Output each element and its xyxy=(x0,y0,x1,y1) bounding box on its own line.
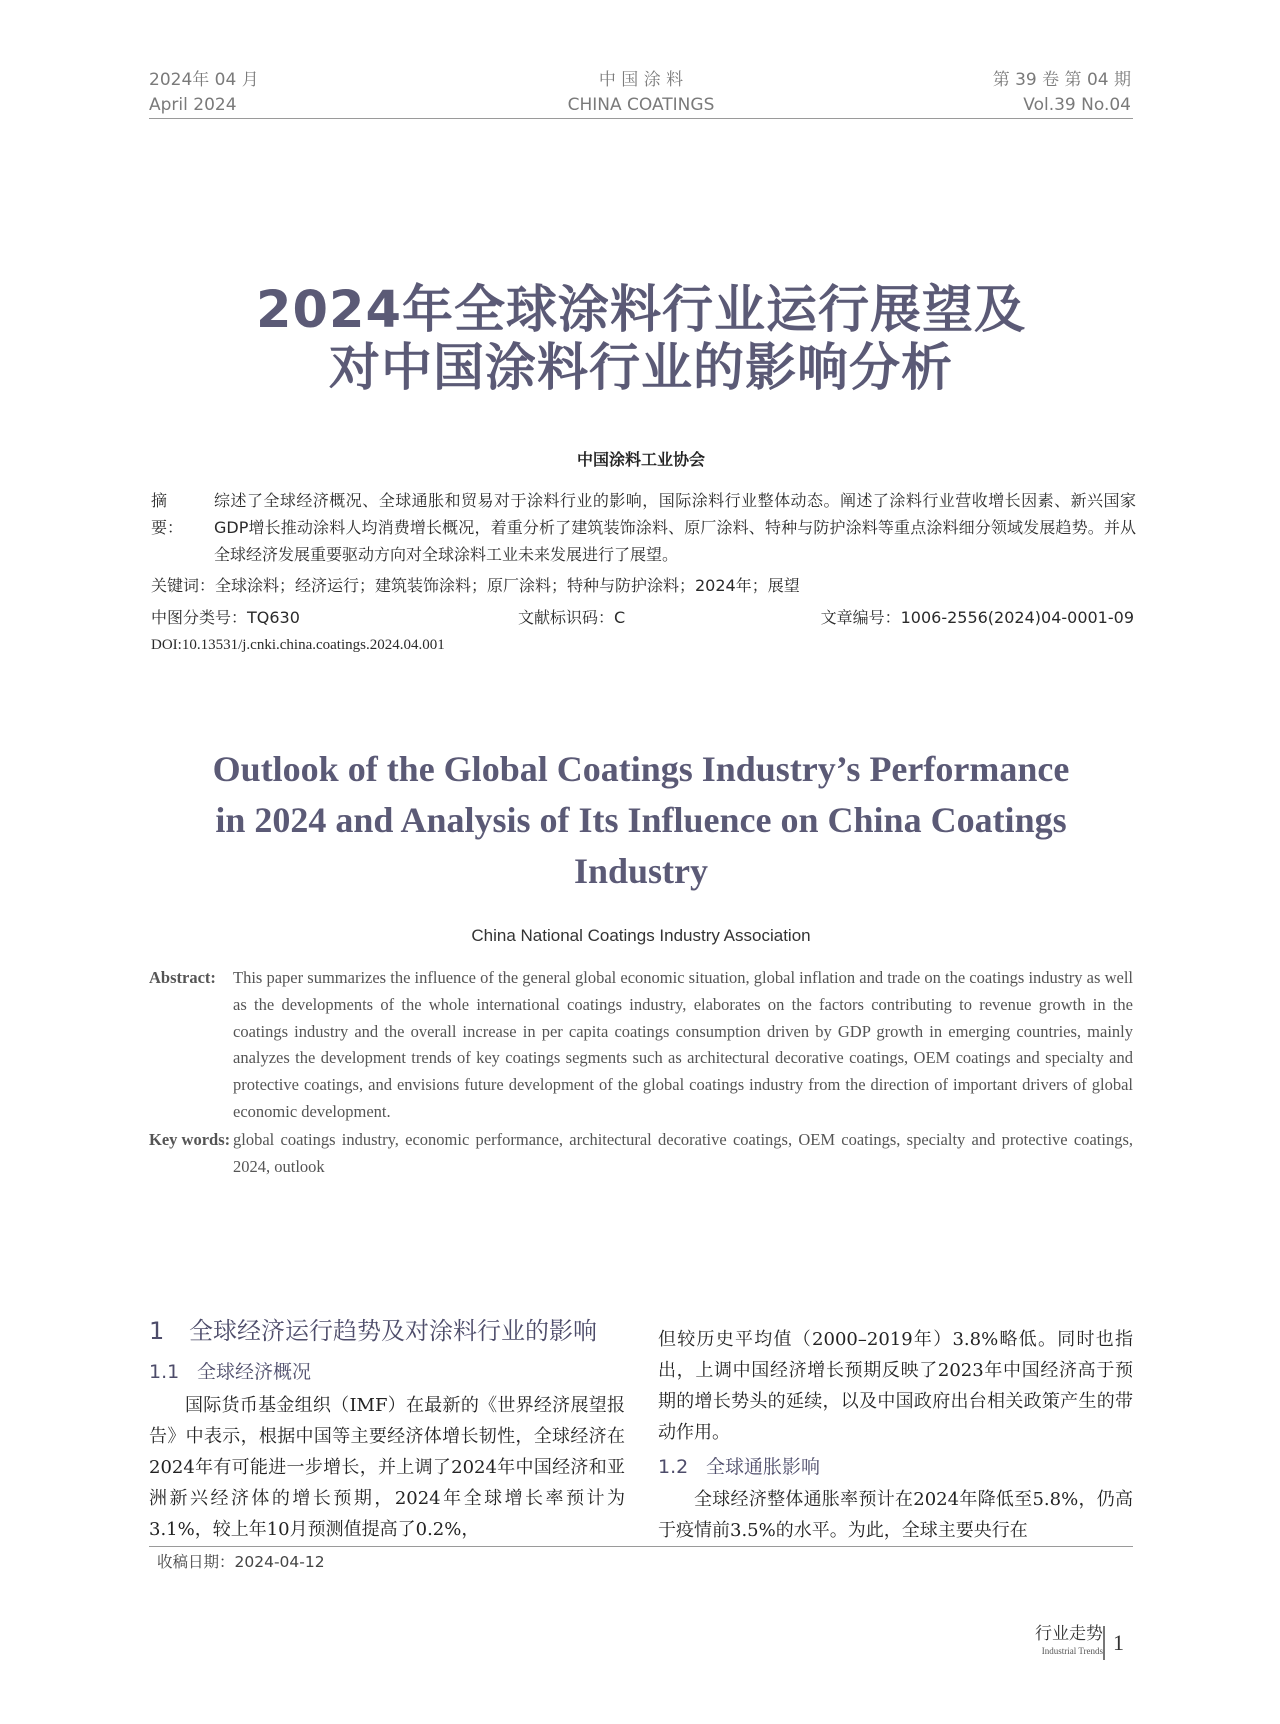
cn-author: 中国涂料工业协会 xyxy=(576,450,705,469)
en-title xyxy=(0,744,1280,897)
body-paragraph-1: 国际货币基金组织（IMF）在最新的《世界经济展望报告》中表示，根据中国等主要经济体增长韧性，全球经济在2024年有可能进一步增长，并上调了2024年中国经济和亚洲新兴经济体的增长预期，2024年全球增长率预计为3.1%，较上年10月预测值提高了0.2%， xyxy=(149,1395,625,1540)
en-keywords xyxy=(149,1127,1133,1181)
doi: DOI:10.13531/j.cnki.china.coatings.2024.04.001 xyxy=(151,637,445,653)
header-date-en: April 2024 xyxy=(149,95,237,115)
cn-title xyxy=(0,282,1280,398)
section-1-2-title: 全球通胀影响 xyxy=(706,1456,821,1478)
section-1-title: 全球经济运行趋势及对涂料行业的影响 xyxy=(189,1317,597,1345)
received-date: 收稿日期：2024-04-12 xyxy=(157,1553,325,1571)
body-left-column xyxy=(149,1390,625,1545)
en-keywords-label: Key words: xyxy=(149,1130,231,1149)
en-title-line2: in 2024 and Analysis of Its Influence on China Coatings xyxy=(215,800,1067,840)
header-divider xyxy=(149,118,1133,119)
cn-abstract-text: 综述了全球经济概况、全球通胀和贸易对于涂料行业的影响，国际涂料行业整体动态。阐述了涂料行业营收增长因素、新兴国家GDP增长推动涂料人均消费增长概况，着重分析了建筑装饰涂料、原厂涂料、特种与防护涂料等重点涂料细分领域发展趋势。并从全球经济发展重要驱动方向对全球涂料工业未来发展进行了展望。 xyxy=(214,491,1136,564)
header-volume-cn: 第 39 卷 第 04 期 xyxy=(992,70,1131,90)
cn-title-line2: 对中国涂料行业的影响分析 xyxy=(328,339,953,398)
section-1-heading xyxy=(149,1316,597,1346)
document-code: 文献标识码：C xyxy=(518,608,626,627)
cn-title-line1: 2024年全球涂料行业运行展望及 xyxy=(256,281,1026,340)
en-title-line3: Industry xyxy=(573,851,709,891)
header-date-cn: 2024年 04 月 xyxy=(149,70,259,90)
section-1-number: 1 xyxy=(149,1317,165,1345)
page-number: 1 xyxy=(1113,1630,1124,1655)
en-title-line1: Outlook of the Global Coatings Industry’s Performance xyxy=(212,749,1070,789)
section-1-1-title: 全球经济概况 xyxy=(197,1361,312,1383)
en-keywords-text: global coatings industry, economic performance, architectural decorative coatings, OEM coatings, specialty and protective coatings, 2024, outlook xyxy=(233,1130,1133,1176)
en-abstract xyxy=(149,965,1133,1126)
body-right-column-bottom xyxy=(658,1484,1133,1546)
body-right-column-top xyxy=(658,1324,1133,1448)
header-journal-en: CHINA COATINGS xyxy=(567,95,715,115)
column-label-cn: 行业走势 xyxy=(1035,1624,1103,1644)
section-1-1-heading xyxy=(149,1359,311,1385)
en-abstract-label: Abstract: xyxy=(149,968,216,987)
clc-number: 中图分类号：TQ630 xyxy=(151,608,300,627)
section-1-2-number: 1.2 xyxy=(658,1456,689,1478)
cn-keywords: 关键词：全球涂料；经济运行；建筑装饰涂料；原厂涂料；特种与防护涂料；2024年；展望 xyxy=(151,576,800,595)
section-1-1-number: 1.1 xyxy=(149,1361,180,1383)
header-volume-en: Vol.39 No.04 xyxy=(1023,95,1131,115)
header-journal-cn: 中 国 涂 料 xyxy=(598,70,684,90)
body-paragraph-2: 全球经济整体通胀率预计在2024年降低至5.8%，仍高于疫情前3.5%的水平。为此，全球主要央行在 xyxy=(658,1489,1133,1541)
cn-abstract-label: 摘 要： xyxy=(151,491,184,537)
column-label xyxy=(1018,1623,1103,1657)
en-abstract-text: This paper summarizes the influence of the general global economic situation, global inflation and trade on the coatings industry as well as the developments of the whole international coatings industry, elaborates on the factors contributing to revenue growth in the coatings industry and the overall increase in per capita coatings consumption driven by GDP growth in emerging countries, mainly analyzes the development trends of key coatings segments such as architectural decorative coatings, OEM coatings and specialty and protective coatings, and envisions future development of the global coatings industry from the direction of important drivers of global economic development. xyxy=(233,968,1133,1121)
footnote-divider xyxy=(149,1546,1133,1547)
header-volume xyxy=(993,68,1131,118)
section-1-2-heading xyxy=(658,1454,820,1480)
article-number: 文章编号：1006-2556(2024)04-0001-09 xyxy=(820,608,1134,627)
cn-abstract xyxy=(151,487,1136,568)
body-paragraph-1-continued: 但较历史平均值（2000–2019年）3.8%略低。同时也指出，上调中国经济增长预期反映了2023年中国经济高于预期的增长势头的延续，以及中国政府出台相关政策产生的带动作用。 xyxy=(658,1329,1133,1443)
column-label-en: Industrial Trends xyxy=(1041,1646,1103,1656)
page-footer-divider xyxy=(1103,1626,1105,1660)
en-author: China National Coatings Industry Association xyxy=(471,926,811,945)
